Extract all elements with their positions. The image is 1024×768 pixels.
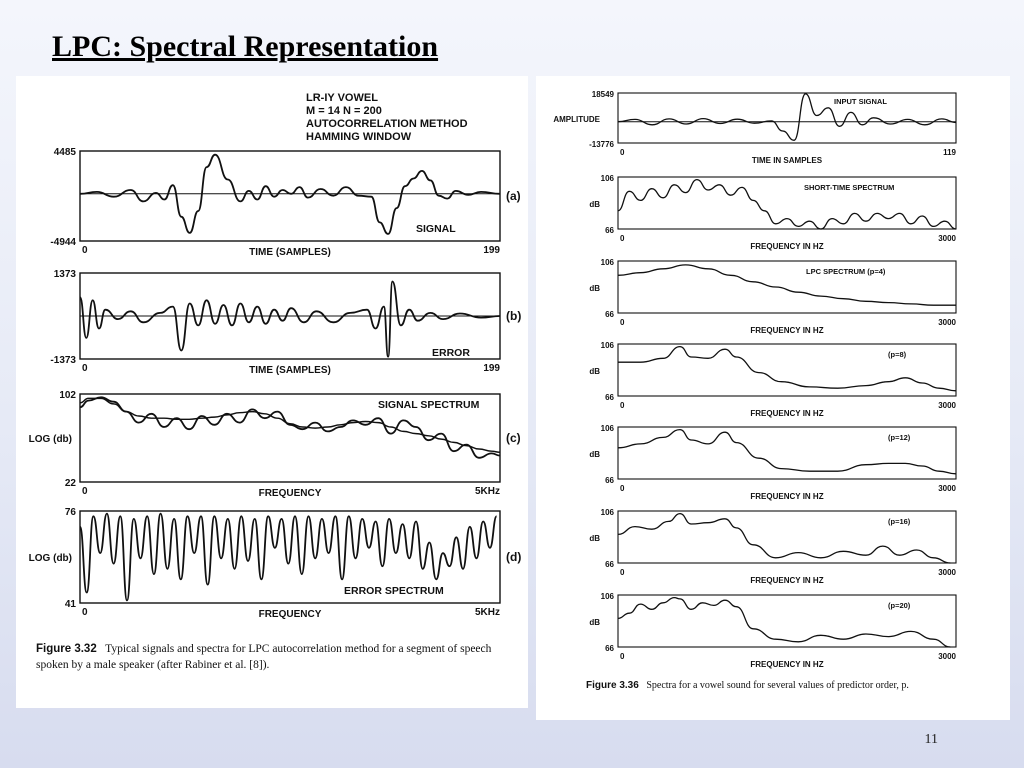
x-axis-label-input-signal: TIME IN SAMPLES: [751, 156, 823, 165]
x-tick-end-error: 199: [483, 363, 500, 374]
y-tick-top-lpc-p12: 106: [600, 424, 614, 433]
y-tick-top-error: 1373: [53, 269, 76, 280]
chart-error-spectrum: [29, 507, 522, 620]
x-tick-start-signal: 0: [82, 245, 88, 256]
y-tick-bottom-lpc-p8: 66: [605, 393, 614, 402]
chart-signal: [50, 147, 520, 258]
y-tick-top-signal: 4485: [53, 147, 76, 158]
panel-tag-error: (b): [506, 309, 522, 323]
x-axis-label-error-spectrum: FREQUENCY: [258, 609, 322, 620]
chart-short-time-spectrum: [589, 174, 956, 251]
x-tick-end-error-spectrum: 5KHz: [474, 607, 500, 618]
slide-title: LPC: Spectral Representation: [52, 30, 439, 63]
y-tick-bottom-error: -1373: [50, 355, 76, 366]
x-axis-label-short-time-spectrum: FREQUENCY IN HZ: [750, 242, 824, 251]
y-tick-bottom-lpc-p12: 66: [605, 476, 614, 485]
page-number: 11: [924, 732, 938, 747]
x-tick-start-error-spectrum: 0: [82, 607, 88, 618]
y-tick-bottom-lpc-p4: 66: [605, 310, 614, 319]
y-axis-label-lpc-p8: dB: [589, 367, 600, 376]
fig-header-line-3: AUTOCORRELATION METHOD: [306, 118, 468, 130]
x-tick-end-lpc-p20: 3000: [938, 652, 956, 661]
x-tick-end-signal: 199: [483, 245, 500, 256]
panel-label-error: ERROR: [432, 347, 470, 359]
panel-label-signal: SIGNAL: [416, 223, 456, 235]
figure-left-plots: [16, 76, 528, 708]
y-axis-label-lpc-p12: dB: [589, 450, 600, 459]
series-line-error: [80, 282, 500, 357]
panel-label-short-time-spectrum: SHORT-TIME SPECTRUM: [804, 183, 895, 192]
x-axis-label-lpc-p16: FREQUENCY IN HZ: [750, 576, 824, 585]
chart-lpc-p4: [589, 258, 956, 335]
figure-right-caption: [586, 679, 996, 693]
y-tick-top-lpc-p20: 106: [600, 592, 614, 601]
chart-lpc-p8: [589, 341, 956, 418]
figure-right-panel: [536, 76, 1010, 720]
fig-header-line-2: M = 14 N = 200: [306, 105, 382, 117]
x-tick-end-signal-spectrum: 5KHz: [474, 486, 500, 497]
x-axis-label-lpc-p12: FREQUENCY IN HZ: [750, 492, 824, 501]
chart-lpc-p20: [589, 592, 956, 669]
x-axis-label-signal-spectrum: FREQUENCY: [258, 488, 322, 499]
y-tick-top-input-signal: 18549: [591, 90, 614, 99]
y-tick-bottom-lpc-p20: 66: [605, 644, 614, 653]
figure-left-caption: [36, 642, 520, 673]
y-tick-bottom-input-signal: -13776: [589, 140, 614, 149]
y-tick-top-lpc-p16: 106: [600, 508, 614, 517]
x-tick-end-short-time-spectrum: 3000: [938, 234, 956, 243]
y-axis-label-lpc-p4: dB: [589, 284, 600, 293]
series-line-input-signal: [618, 94, 956, 141]
panel-label-lpc-p16: (p=16): [888, 517, 911, 526]
x-axis-label-signal: TIME (SAMPLES): [249, 247, 331, 258]
chart-input-signal: [553, 90, 956, 165]
y-tick-top-signal-spectrum: 102: [59, 390, 76, 401]
x-tick-start-short-time-spectrum: 0: [620, 234, 625, 243]
y-tick-top-short-time-spectrum: 106: [600, 174, 614, 183]
x-tick-start-signal-spectrum: 0: [82, 486, 88, 497]
x-axis-label-lpc-p4: FREQUENCY IN HZ: [750, 326, 824, 335]
y-axis-label-error-spectrum: LOG (db): [28, 553, 72, 564]
y-tick-bottom-error-spectrum: 41: [64, 599, 76, 610]
chart-lpc-p16: [589, 508, 956, 585]
series-line-lpc-p4: [618, 265, 956, 305]
chart-error: [50, 269, 521, 376]
plot-frame-input-signal: [618, 93, 956, 143]
x-tick-end-input-signal: 119: [943, 148, 956, 157]
figure-left-panel: [16, 76, 528, 708]
panel-label-error-spectrum: ERROR SPECTRUM: [344, 585, 444, 597]
y-tick-top-lpc-p4: 106: [600, 258, 614, 267]
panel-label-signal-spectrum: SIGNAL SPECTRUM: [378, 399, 480, 411]
panel-label-lpc-p8: (p=8): [888, 350, 907, 359]
x-tick-end-lpc-p8: 3000: [938, 401, 956, 410]
panel-label-lpc-p20: (p=20): [888, 601, 911, 610]
panel-label-lpc-p4: LPC SPECTRUM (p=4): [806, 267, 886, 276]
panel-tag-error-spectrum: (d): [506, 550, 522, 564]
y-axis-label-lpc-p16: dB: [589, 534, 600, 543]
y-axis-label-input-signal: AMPLITUDE: [553, 115, 600, 124]
x-axis-label-lpc-p8: FREQUENCY IN HZ: [750, 409, 824, 418]
series-line-short-time-spectrum: [618, 180, 956, 229]
caption-right-text: Spectra for a vowel sound for several values of predictor order, p.: [646, 680, 909, 691]
y-axis-label-short-time-spectrum: dB: [589, 200, 600, 209]
x-axis-label-lpc-p20: FREQUENCY IN HZ: [750, 660, 824, 669]
y-tick-bottom-short-time-spectrum: 66: [605, 226, 614, 235]
caption-right-label: Figure 3.36: [586, 680, 639, 691]
x-tick-start-input-signal: 0: [620, 148, 625, 157]
y-tick-bottom-lpc-p16: 66: [605, 560, 614, 569]
fig-header-line-1: LR-IY VOWEL: [306, 92, 378, 104]
y-tick-bottom-signal-spectrum: 22: [64, 478, 76, 489]
plot-frame-short-time-spectrum: [618, 177, 956, 229]
y-tick-top-error-spectrum: 76: [64, 507, 76, 518]
y-axis-label-signal-spectrum: LOG (db): [28, 434, 72, 445]
x-tick-end-lpc-p12: 3000: [938, 484, 956, 493]
panel-label-lpc-p12: (p=12): [888, 433, 911, 442]
x-tick-end-lpc-p16: 3000: [938, 568, 956, 577]
chart-lpc-p12: [589, 424, 956, 501]
y-tick-top-lpc-p8: 106: [600, 341, 614, 350]
figure-right-plots: [536, 76, 1010, 720]
panel-tag-signal: (a): [506, 189, 521, 203]
y-axis-label-lpc-p20: dB: [589, 618, 600, 627]
x-tick-start-lpc-p8: 0: [620, 401, 625, 410]
fig-header-line-4: HAMMING WINDOW: [306, 131, 412, 143]
x-tick-start-lpc-p20: 0: [620, 652, 625, 661]
y-tick-bottom-signal: -4944: [50, 237, 76, 248]
panel-label-input-signal: INPUT SIGNAL: [834, 97, 887, 106]
x-tick-start-error: 0: [82, 363, 88, 374]
panel-tag-signal-spectrum: (c): [506, 431, 521, 445]
chart-signal-spectrum: [29, 390, 521, 499]
x-tick-end-lpc-p4: 3000: [938, 318, 956, 327]
caption-left-text: Typical signals and spectra for LPC autocorrelation method for a segment of speech spoken by a male speaker (after Rabiner et al. [8]).: [36, 643, 492, 671]
x-tick-start-lpc-p16: 0: [620, 568, 625, 577]
x-tick-start-lpc-p4: 0: [620, 318, 625, 327]
x-axis-label-error: TIME (SAMPLES): [249, 365, 331, 376]
caption-left-label: Figure 3.32: [36, 643, 97, 655]
x-tick-start-lpc-p12: 0: [620, 484, 625, 493]
